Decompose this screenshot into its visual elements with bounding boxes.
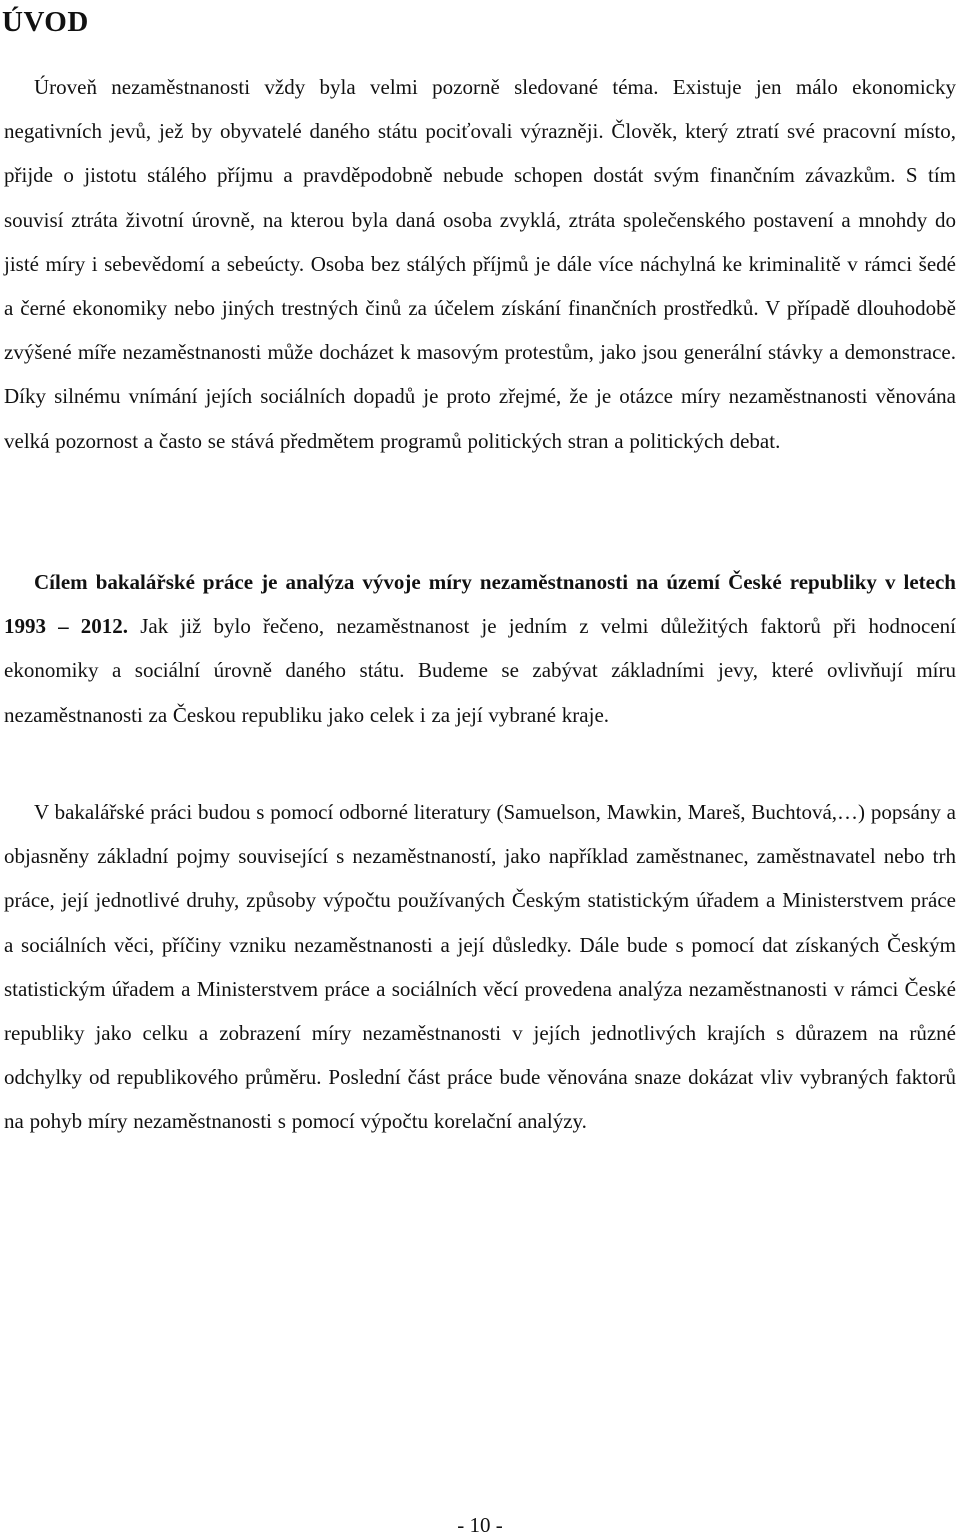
paragraph-goal-bold: Cílem bakalářské práce je analýza vývoje míry nezaměstnanosti na území České republiky v letech 1993 – 2012. (4, 570, 956, 639)
paragraph-intro-text: Úroveň nezaměstnanosti vždy byla velmi pozorně sledované téma. Existuje jen málo ekonomicky negativních jevů, jež by obyvatelé daného státu pociťovali výrazněji. Člověk, který ztratí své pracovní místo, přijde o jistotu stálého příjmu a pravděpodobně nebude schopen dostát svým finančním závazkům. S tím souvisí ztráta životní úrovně, na kterou byla daná osoba zvyklá, ztráta společenského postavení a mnohdy do jisté míry i sebevědomí a sebeúcty. Osoba bez stálých příjmů je dále více náchylná ke kriminalitě v rámci šedé a černé ekonomiky nebo jiných trestných činů za účelem získání finančních prostředků. V případě dlouhodobě zvýšené míře nezaměstnanosti může docházet k masovým protestům, jako jsou generální stávky a demonstrace. Díky silnému vnímání jejích sociálních dopadů je proto zřejmé, že je otázce míry nezaměstnanosti věnována velká pozornost a často se stává předmětem programů politických stran a politických debat. (4, 75, 956, 453)
page-number-text: - 10 - (457, 1513, 503, 1537)
paragraph-method (4, 790, 956, 1144)
section-heading: ÚVOD (2, 6, 89, 38)
page-number (0, 1512, 960, 1538)
paragraph-method-text: V bakalářské práci budou s pomocí odborné literatury (Samuelson, Mawkin, Mareš, Buchtová,…) popsány a objasněny základní pojmy související s nezaměstnaností, jako například zaměstnanec, zaměstnavatel nebo trh práce, její jednotlivé druhy, způsoby výpočtu používaných Českým statistickým úřadem a Ministerstvem práce a sociálních věci, příčiny vzniku nezaměstnanosti a její důsledky. Dále bude s pomocí dat získaných Českým statistickým úřadem a Ministerstvem práce a sociálních věcí provedena analýza nezaměstnanosti v rámci České republiky jako celku a zobrazení míry nezaměstnanosti v jejích jednotlivých krajích s důrazem na různé odchylky od republikového průměru. Poslední část práce bude věnována snaze dokázat vliv vybraných faktorů na pohyb míry nezaměstnanosti s pomocí výpočtu korelační analýzy. (4, 800, 956, 1134)
paragraph-intro (4, 65, 956, 463)
paragraph-goal (4, 560, 956, 737)
paragraph-goal-text: Jak již bylo řečeno, nezaměstnanost je jedním z velmi důležitých faktorů při hodnocení ekonomiky a sociální úrovně daného státu. Budeme se zabývat základními jevy, které ovlivňují míru nezaměstnanosti za Českou republiku jako celek i za její vybrané kraje. (4, 614, 957, 727)
